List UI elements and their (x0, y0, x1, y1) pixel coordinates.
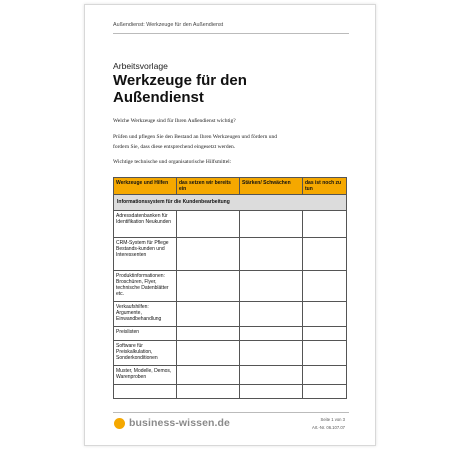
table-row (114, 270, 347, 301)
table-row (114, 237, 347, 270)
row-label: Adressdatenbanken für Identifikation Neukunden (114, 210, 177, 237)
table-cell[interactable] (240, 237, 303, 270)
table-cell[interactable] (177, 326, 240, 340)
footer-divider (113, 412, 349, 413)
table-row (114, 210, 347, 237)
table-row (114, 301, 347, 326)
section-row (114, 195, 347, 210)
table-cell[interactable] (240, 365, 303, 384)
instruction-text (113, 133, 277, 152)
table-row (114, 340, 347, 365)
table-cell[interactable] (240, 270, 303, 301)
table-cell[interactable] (303, 365, 347, 384)
table-row (114, 384, 347, 398)
table-cell[interactable] (303, 384, 347, 398)
article-number: Art.-Nr. 06.107.07 (311, 425, 345, 430)
table-cell[interactable] (240, 210, 303, 237)
tools-table (113, 177, 347, 399)
table-row (114, 365, 347, 384)
aids-intro-text: Wichtige technische und organisatorische Hilfsmittel: (113, 159, 232, 165)
table-cell[interactable] (303, 340, 347, 365)
instruction-line-2: fordern Sie, dass diese entsprechend eingesetzt werden. (113, 143, 236, 150)
table-cell[interactable] (177, 384, 240, 398)
table-cell[interactable] (177, 237, 240, 270)
title-line-1: Werkzeuge für den (113, 72, 247, 89)
table-cell[interactable] (177, 270, 240, 301)
running-header: Außendienst: Werkzeuge für den Außendienst (113, 22, 224, 28)
column-header-strengths: Stärken/ Schwächen (240, 178, 303, 195)
instruction-line-1: Prüfen und pflegen Sie den Bestand an Ihren Werkzeugen und fördern und (113, 134, 277, 140)
brand-dot-icon (114, 418, 125, 429)
row-label: Produktinformationen: Broschüren, Flyer, technische Datenblätter etc. (114, 270, 177, 301)
row-label: Verkaufshilfen: Argumente, Einwandbehandlung (114, 301, 177, 326)
brand-logo-text: business-wissen.de (129, 417, 231, 429)
row-label: Preislisten (114, 326, 177, 340)
column-header-todo: das ist noch zu tun (303, 178, 347, 195)
table-cell[interactable] (177, 365, 240, 384)
header-divider (113, 33, 349, 34)
table-cell[interactable] (177, 340, 240, 365)
row-label: Muster, Modelle, Demos, Warenproben (114, 365, 177, 384)
row-label: CRM-System für Pflege Bestands-kunden und Interessenten (114, 237, 177, 270)
table-cell[interactable] (240, 340, 303, 365)
table-cell[interactable] (303, 270, 347, 301)
table-cell[interactable] (240, 384, 303, 398)
table-row (114, 326, 347, 340)
section-title: Informationssystem für die Kundenbearbeitung (114, 195, 347, 210)
table-cell[interactable] (177, 301, 240, 326)
table-cell[interactable] (303, 301, 347, 326)
question-text: Welche Werkzeuge sind für Ihren Außendienst wichtig? (113, 118, 236, 124)
table-cell[interactable] (303, 326, 347, 340)
table-cell[interactable] (303, 237, 347, 270)
row-label (114, 384, 177, 398)
title-line-2: Außendienst (113, 89, 204, 106)
document-page (84, 4, 376, 446)
column-header-tools: Werkzeuge und Hilfen (114, 178, 177, 195)
table-cell[interactable] (240, 301, 303, 326)
column-header-in-use: das setzen wir bereits ein (177, 178, 240, 195)
table-header-row (114, 178, 347, 195)
document-title (113, 72, 247, 106)
row-label: Software für Preiskalkulation, Sonderkonditionen (114, 340, 177, 365)
table-cell[interactable] (177, 210, 240, 237)
table-cell[interactable] (303, 210, 347, 237)
table-cell[interactable] (240, 326, 303, 340)
page-number: Seite 1 von 3 (320, 417, 345, 422)
document-subtitle: Arbeitsvorlage (113, 61, 168, 71)
